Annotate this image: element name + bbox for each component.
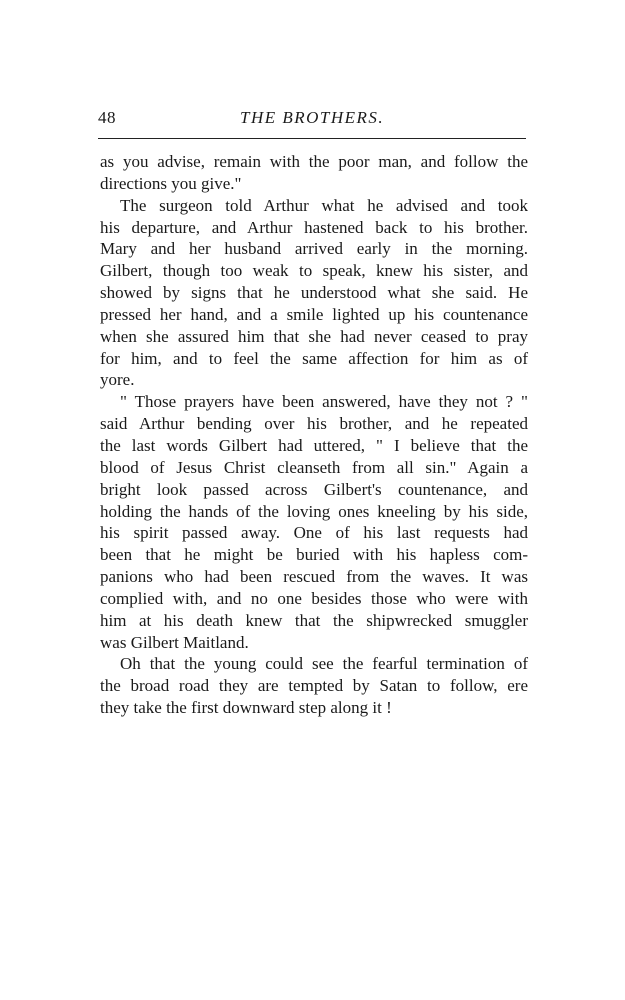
- text-line: his spirit passed away. One of his last requests had: [100, 523, 528, 543]
- text-line: directions you give.": [100, 173, 242, 193]
- running-head: [98, 108, 528, 132]
- text-line: they take the first downward step along it !: [100, 698, 392, 718]
- header-rule: [98, 138, 526, 139]
- text-line: showed by signs that he understood what she said. He: [100, 283, 528, 303]
- text-line: holding the hands of the loving ones kneeling by his side,: [100, 501, 528, 521]
- text-line: as you advise, remain with the poor man, and follow the: [100, 152, 528, 171]
- text-line: for him, and to feel the same affection for him as of: [100, 348, 528, 368]
- page-number: 48: [98, 108, 116, 127]
- text-line: yore.: [100, 370, 135, 390]
- text-line: the broad road they are tempted by Satan to follow, ere: [100, 676, 528, 696]
- text-line: the last words Gilbert had uttered, " I believe that the: [100, 435, 528, 455]
- text-line: his departure, and Arthur hastened back to his brother.: [100, 217, 528, 237]
- text-line: Gilbert, though too weak to speak, knew his sister, and: [100, 261, 528, 281]
- text-line: been that he might be buried with his hapless com-: [100, 545, 528, 565]
- text-line: Mary and her husband arrived early in the morning.: [100, 239, 528, 259]
- text-line: The surgeon told Arthur what he advised and took: [120, 195, 528, 215]
- text-line: pressed her hand, and a smile lighted up his countenance: [100, 304, 528, 324]
- text-line: bright look passed across Gilbert's countenance, and: [100, 479, 528, 499]
- text-line: when she assured him that she had never ceased to pray: [100, 326, 528, 346]
- text-line: complied with, and no one besides those who were with: [100, 588, 528, 608]
- text-line: was Gilbert Maitland.: [100, 632, 249, 652]
- text-line: " Those prayers have been answered, have they not ? ": [120, 392, 528, 412]
- text-line: said Arthur bending over his brother, and he repeated: [100, 414, 528, 434]
- text-line: panions who had been rescued from the waves. It was: [100, 567, 528, 587]
- text-line: Oh that the young could see the fearful termination of: [120, 654, 528, 674]
- text-line: blood of Jesus Christ cleanseth from all sin." Again a: [100, 457, 528, 477]
- text-line: him at his death knew that the shipwrecked smuggler: [100, 610, 528, 630]
- body-text: [100, 151, 528, 719]
- running-title: THE BROTHERS.: [240, 108, 385, 127]
